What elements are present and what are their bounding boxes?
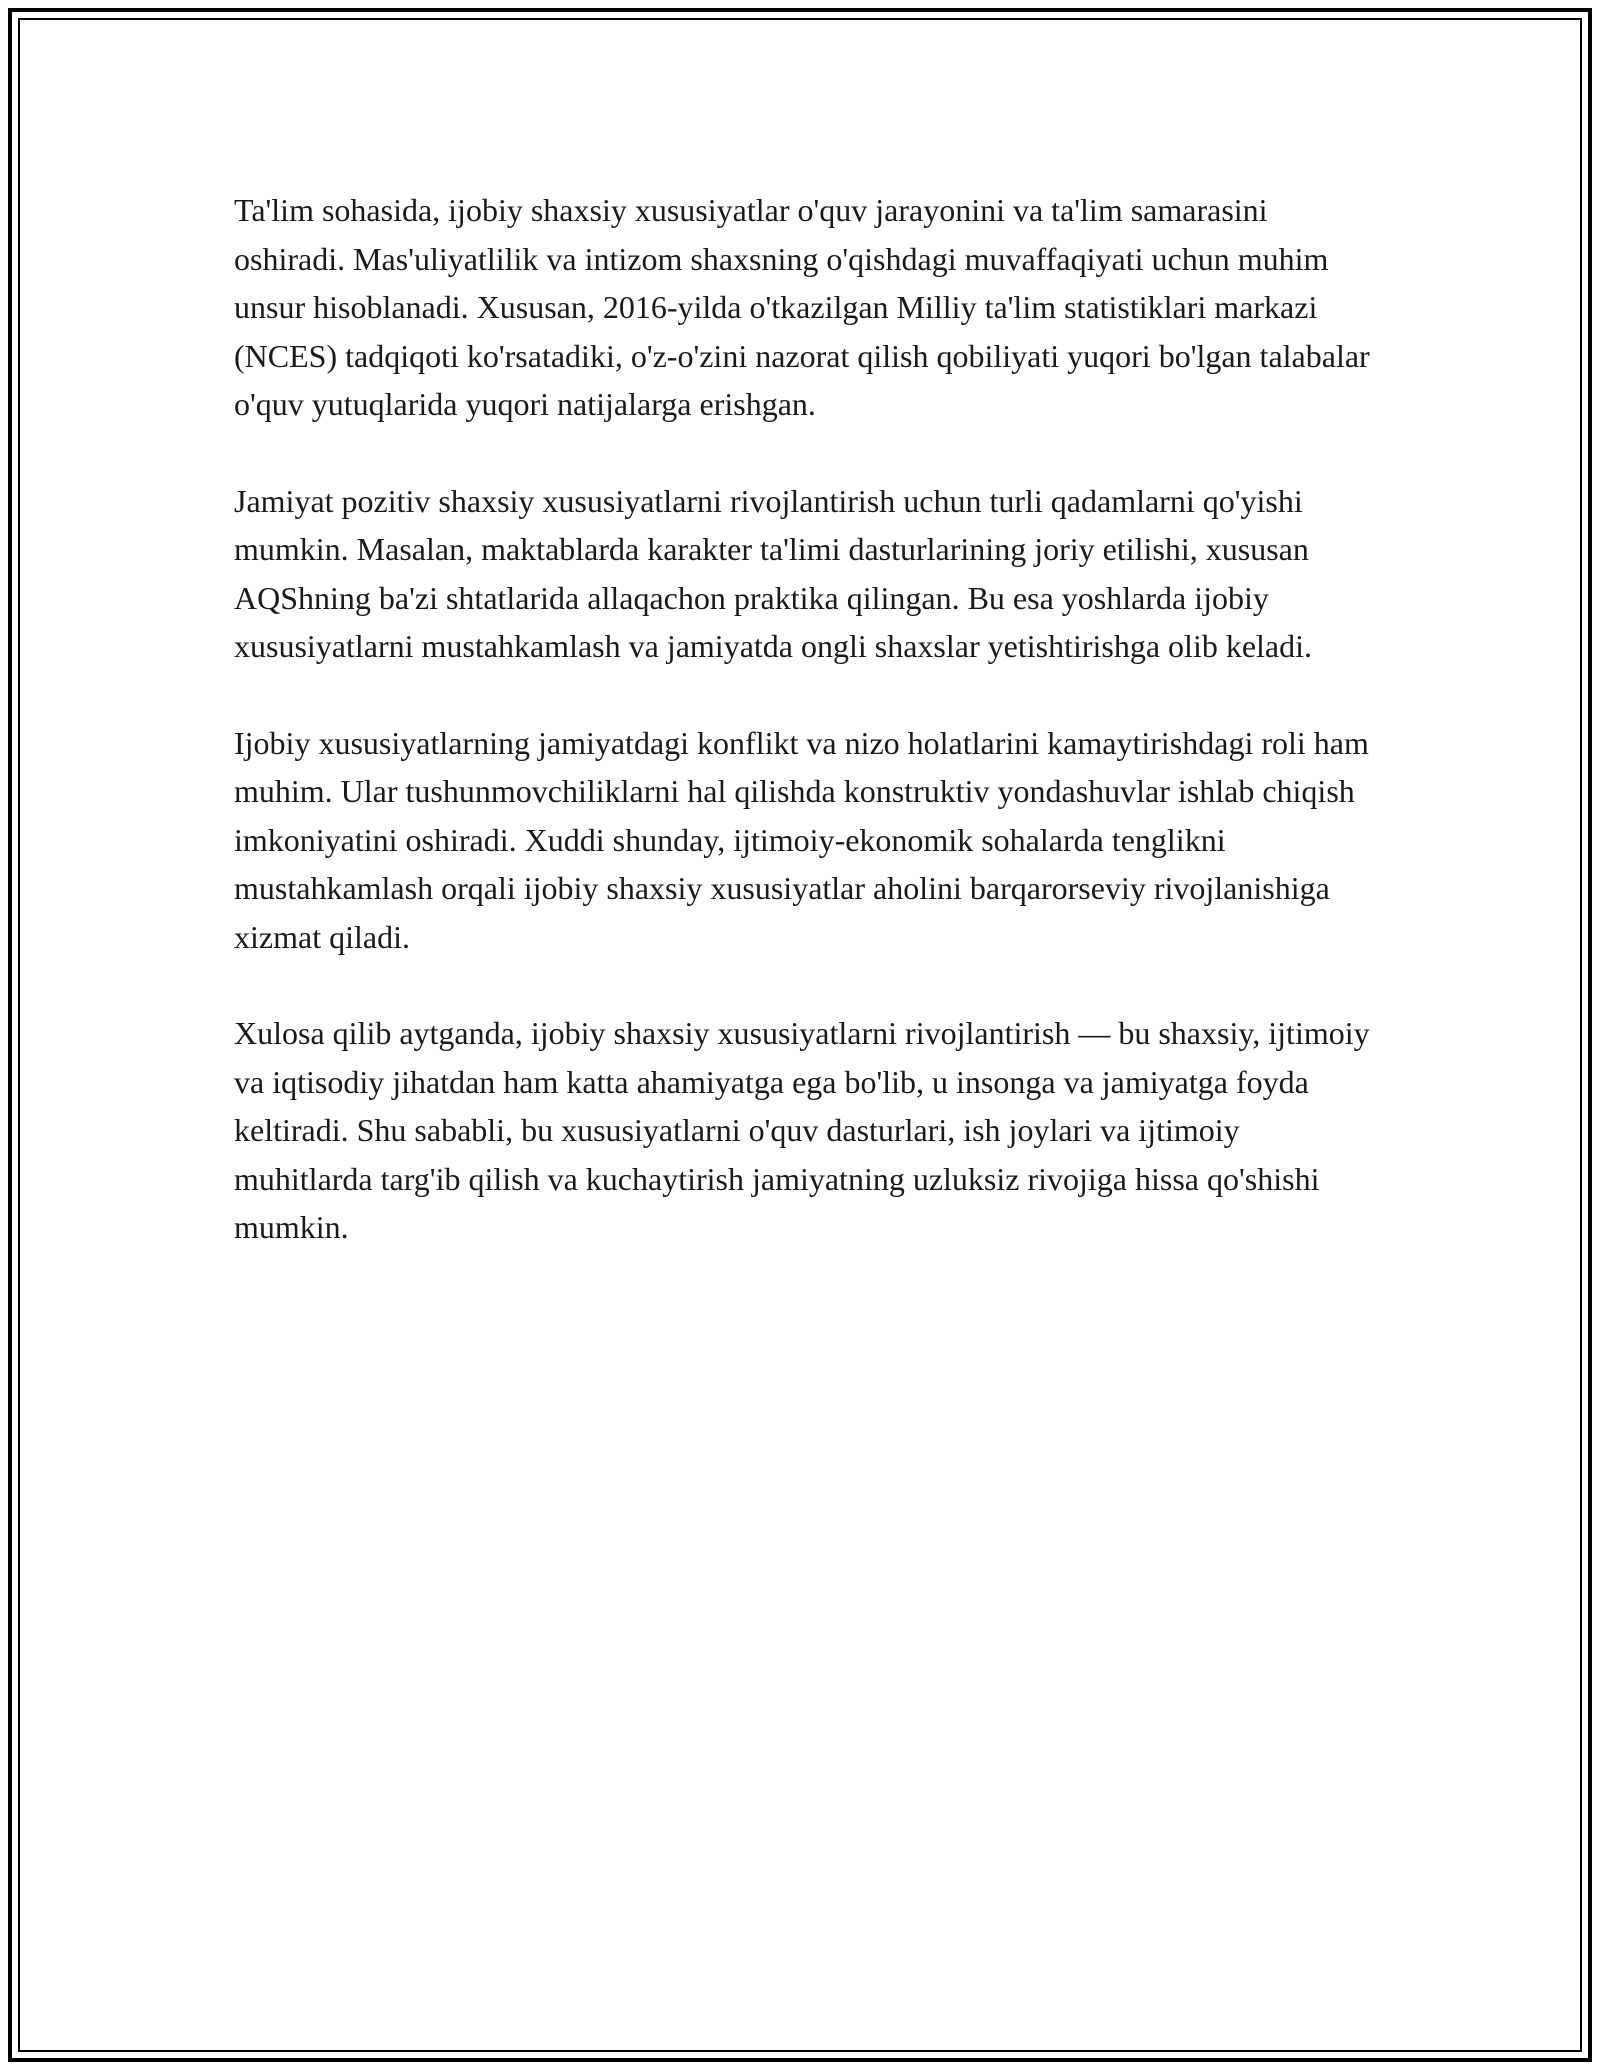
paragraph-3: Ijobiy xususiyatlarning jamiyatdagi konflikt va nizo holatlarini kamaytirishdagi roli ham muhim. Ular tushunmovchiliklarni hal qilishda konstruktiv yondashuvlar ishlab chiqish imkoniyatini oshiradi. Xuddi shunday, ijtimoiy-ekonomik sohalarda tenglikni mustahkamlash orqali ijobiy shaxsiy xususiyatlar aholini barqarorseviy rivojlanishiga xizmat qiladi. xyxy=(234,724,1369,955)
document-body xyxy=(234,186,1384,1300)
paragraph-4: Xulosa qilib aytganda, ijobiy shaxsiy xususiyatlarni rivojlantirish — bu shaxsiy, ijtimoiy va iqtisodiy jihatdan ham katta ahamiyatga ega bo'lib, u insonga va jamiyatga foyda keltiradi. Shu sababli, bu xususiyatlarni o'quv dasturlari, ish joylari va ijtimoiy muhitlarda targ'ib qilish va kuchaytirish jamiyatning uzluksiz rivojiga hissa qo'shishi mumkin. xyxy=(234,1015,1370,1245)
paragraph-1: Ta'lim sohasida, ijobiy shaxsiy xususiyatlar o'quv jarayonini va ta'lim samarasini oshiradi. Mas'uliyatlilik va intizom shaxsning o'qishdagi muvaffaqiyati uchun muhim unsur hisoblanadi. Xususan, 2016-yilda o'tkazilgan Milliy ta'lim statistiklari markazi (NCES) tadqiqoti ko'rsatadiki, o'z-o'zini nazorat qilish qobiliyati yuqori bo'lgan talabalar o'quv yutuqlarida yuqori natijalarga erishgan. xyxy=(234,192,1370,422)
paragraph-2: Jamiyat pozitiv shaxsiy xususiyatlarni rivojlantirish uchun turli qadamlarni qo'yishi mumkin. Masalan, maktablarda karakter ta'limi dasturlarining joriy etilishi, xususan AQShning ba'zi shtatlarida allaqachon praktika qilingan. Bu esa yoshlarda ijobiy xususiyatlarni mustahkamlash va jamiyatda ongli shaxslar yetishtirishga olib keladi. xyxy=(234,482,1313,664)
